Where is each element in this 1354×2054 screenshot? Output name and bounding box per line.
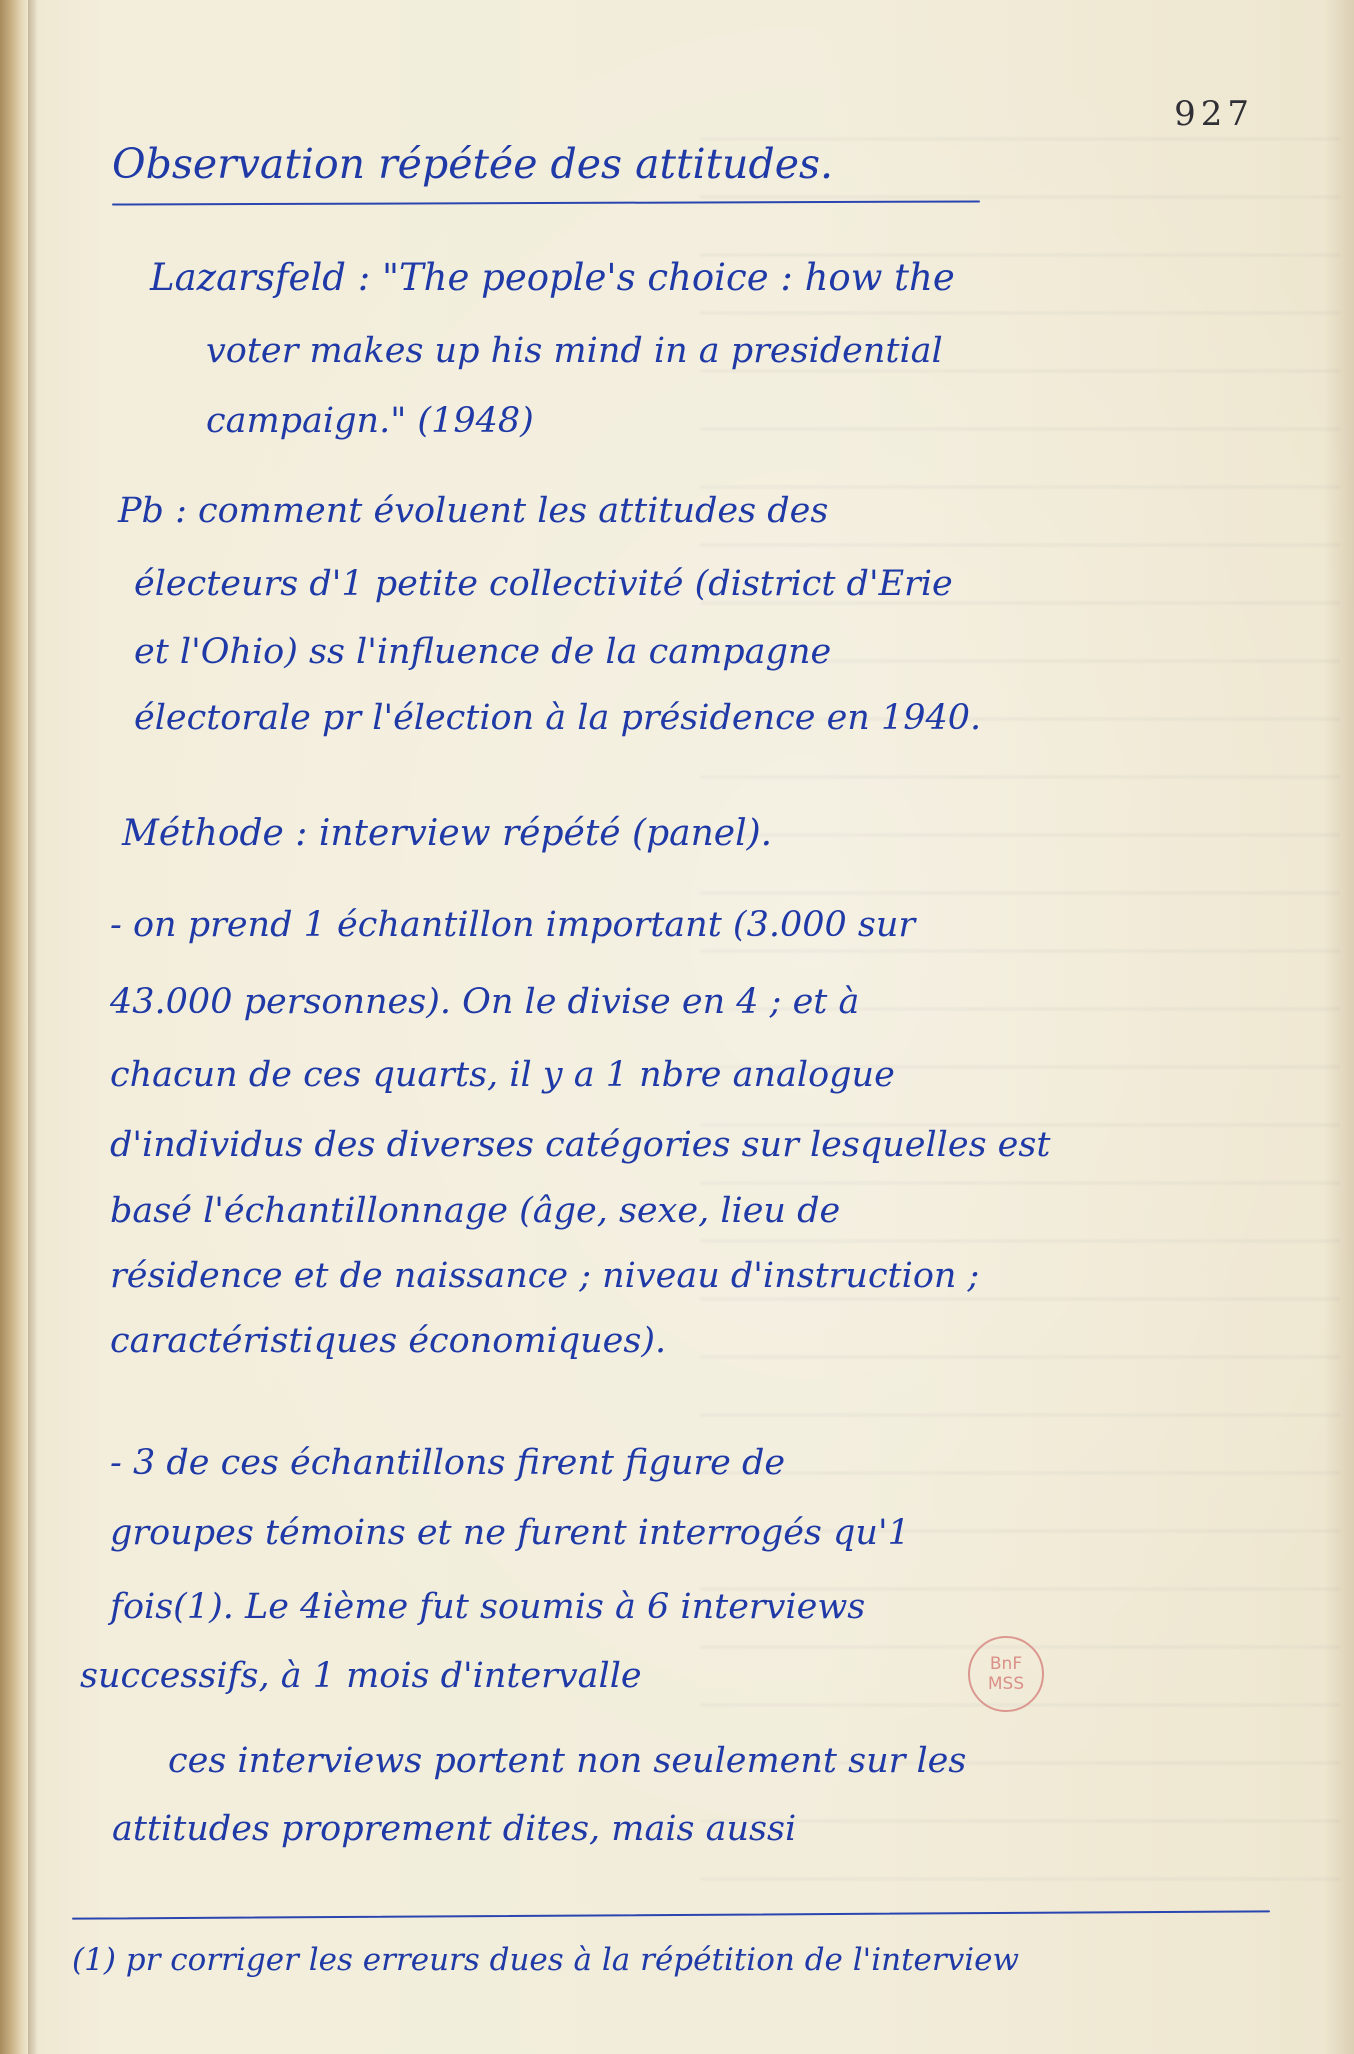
folio-number: 927: [1174, 94, 1254, 134]
method-heading: Méthode : interview répété (panel).: [122, 813, 773, 854]
text-line: basé l'échantillonnage (âge, sexe, lieu de: [110, 1191, 841, 1231]
notebook-binding: [0, 0, 28, 2054]
text-line: chacun de ces quarts, il y a 1 nbre analogue: [110, 1055, 895, 1095]
text-line: successifs, à 1 mois d'intervalle: [80, 1656, 642, 1696]
footnote: (1) pr corriger les erreurs dues à la répétition de l'interview: [72, 1942, 1019, 1978]
text-line: - 3 de ces échantillons firent figure de: [110, 1443, 786, 1483]
binding-shadow: [28, 0, 38, 2054]
stamp-line-2: MSS: [987, 1674, 1025, 1694]
text-line: Lazarsfeld : "The people's choice : how the: [150, 256, 955, 299]
text-line: voter makes up his mind in a presidential: [206, 331, 943, 371]
stamp-line-1: BnF: [989, 1654, 1023, 1674]
text-line: 43.000 personnes). On le divise en 4 ; et à: [110, 982, 860, 1022]
text-line: - on prend 1 échantillon important (3.000 sur: [110, 905, 916, 945]
text-line: caractéristiques économiques).: [110, 1321, 667, 1361]
footnote-rule: [72, 1910, 1270, 1919]
text-line: électeurs d'1 petite collectivité (district d'Erie: [134, 564, 953, 604]
text-line: campaign." (1948): [206, 401, 534, 441]
text-line: ces interviews portent non seulement sur les: [168, 1741, 967, 1781]
text-line: fois(1). Le 4ième fut soumis à 6 interviews: [110, 1587, 866, 1627]
text-line: d'individus des diverses catégories sur lesquelles est: [110, 1125, 1051, 1165]
text-line: électorale pr l'élection à la présidence en 1940.: [134, 698, 982, 738]
page-title: Observation répétée des attitudes.: [112, 140, 834, 188]
text-line: résidence et de naissance ; niveau d'instruction ;: [110, 1256, 980, 1296]
text-line: et l'Ohio) ss l'influence de la campagne: [134, 632, 832, 672]
bnf-library-stamp: [968, 1636, 1044, 1712]
text-line: attitudes proprement dites, mais aussi: [112, 1809, 797, 1849]
text-line: Pb : comment évoluent les attitudes des: [118, 491, 829, 531]
text-line: groupes témoins et ne furent interrogés qu'1: [110, 1513, 910, 1553]
